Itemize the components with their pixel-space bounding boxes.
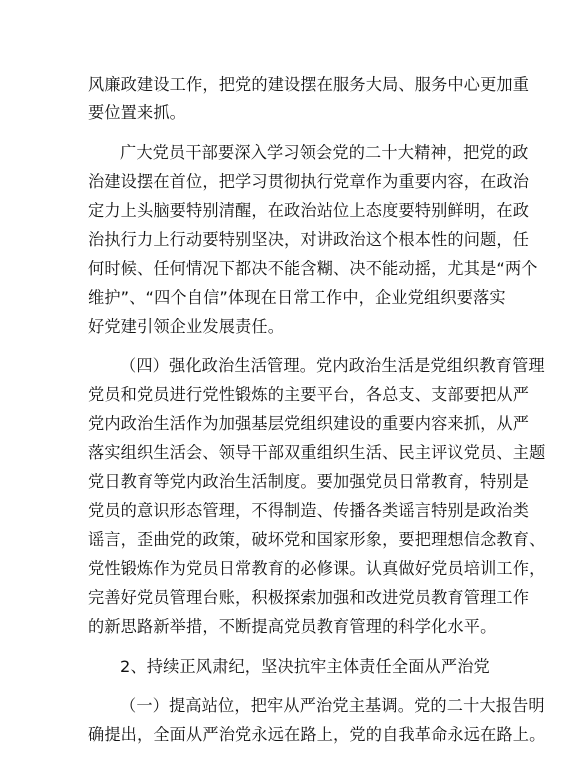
text-line: 定力上头脑要特别清醒，在政治站位上态度要特别鲜明，在政 bbox=[88, 201, 530, 220]
text-line: 要位置来抓。 bbox=[88, 103, 187, 122]
text-line: 落实组织生活会、领导干部双重组织生活、民主评议党员、主题 bbox=[88, 443, 546, 462]
text-line: 完善好党员管理台账，积极探索加强和改进党员教育管理工作 bbox=[88, 588, 530, 607]
text-line: 党日教育等党内政治生活制度。要加强党员日常教育，特别是 bbox=[88, 472, 530, 491]
text-line: 党性锻炼作为党员日常教育的必修课。认真做好党员培训工作， bbox=[88, 559, 546, 578]
text-line: 确提出，全面从严治党永远在路上，党的自我革命永远在路上。 bbox=[88, 725, 546, 744]
text-line: 治建设摆在首位，把学习贯彻执行党章作为重要内容，在政治 bbox=[88, 172, 530, 191]
text-line: 维护”、“四个自信”体现在日常工作中，企业党组织要落实 bbox=[88, 288, 506, 307]
text-line: 党员和党员进行党性锻炼的主要平台，各总支、支部要把从严 bbox=[88, 385, 530, 404]
section-heading-two: 2、持续正风肃纪，坚决抗牢主体责任全面从严治党 bbox=[120, 657, 490, 676]
text-line: 好党建引领企业发展责任。 bbox=[88, 317, 285, 336]
text-line: 风廉政建设工作，把党的建设摆在服务大局、服务中心更加重 bbox=[88, 75, 530, 94]
section-heading-four: （四）强化政治生活管理。党内政治生活是党组织教育管理 bbox=[120, 356, 545, 375]
text-line: 治执行力上行动要特别坚决，对讲政治这个根本性的问题，任 bbox=[88, 230, 530, 249]
text-line: 党员的意识形态管理，不得制造、传播各类谣言特别是政治类 bbox=[88, 501, 530, 520]
text-line: 何时候、任何情况下都决不能含糊、决不能动摇，尤其是“两个 bbox=[88, 259, 538, 278]
text-line: 的新思路新举措，不断提高党员教育管理的科学化水平。 bbox=[88, 617, 497, 636]
paragraph-first-line: 广大党员干部要深入学习领会党的二十大精神，把党的政 bbox=[120, 143, 529, 162]
subsection-heading-one: （一）提高站位，把牢从严治党主基调。党的二十大报告明 bbox=[120, 696, 545, 715]
text-line: 谣言，歪曲党的政策，破坏党和国家形象，要把理想信念教育、 bbox=[88, 530, 546, 549]
text-line: 党内政治生活作为加强基层党组织建设的重要内容来抓，从严 bbox=[88, 414, 530, 433]
